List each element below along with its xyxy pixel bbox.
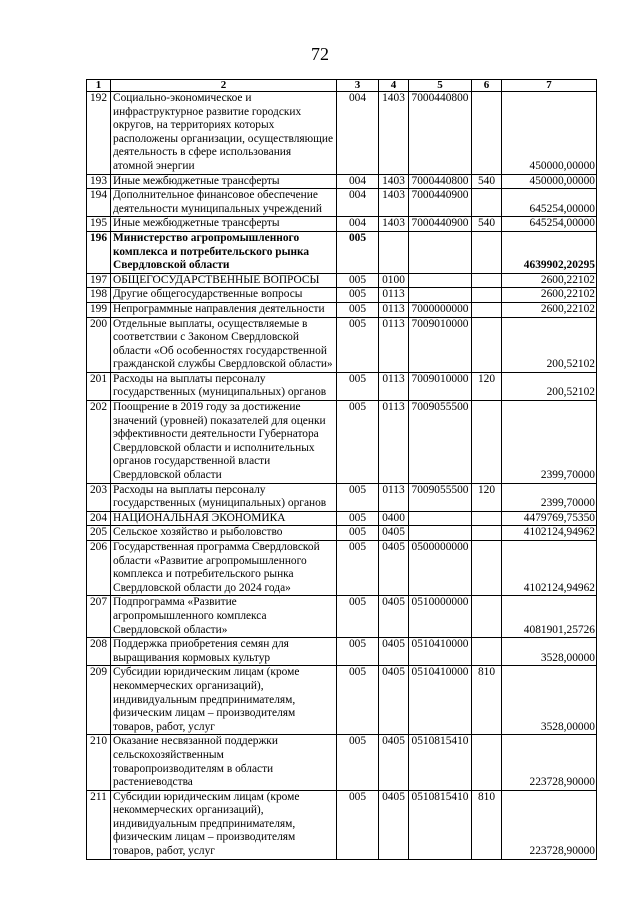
target-article-code (409, 511, 472, 526)
row-name: Отдельные выплаты, осуществляемые в соответствии с Законом Свердловской области «Об особенностях государственной гражданской службы Свердловской области» (111, 317, 337, 372)
row-number: 204 (87, 511, 111, 526)
row-amount: 2399,70000 (502, 401, 597, 484)
ministry-code: 004 (337, 217, 379, 232)
budget-table (86, 79, 597, 860)
target-article-code: 7000440900 (409, 217, 472, 232)
ministry-code: 005 (337, 231, 379, 273)
table-row (87, 273, 597, 288)
ministry-code: 005 (337, 526, 379, 541)
section-code: 0405 (379, 790, 409, 859)
target-article-code (409, 273, 472, 288)
target-article-code: 7000440900 (409, 189, 472, 217)
target-article-code: 7009055500 (409, 483, 472, 511)
ministry-code: 005 (337, 483, 379, 511)
expense-type-code (472, 317, 502, 372)
section-code: 0405 (379, 526, 409, 541)
expense-type-code (472, 735, 502, 790)
table-row (87, 541, 597, 596)
row-number: 202 (87, 401, 111, 484)
section-code: 0405 (379, 735, 409, 790)
row-number: 208 (87, 638, 111, 666)
row-name: Сельское хозяйство и рыболовство (111, 526, 337, 541)
target-article-code: 7009010000 (409, 317, 472, 372)
target-article-code: 0510815410 (409, 735, 472, 790)
header-col-5: 5 (409, 80, 472, 92)
target-article-code (409, 231, 472, 273)
section-code: 0405 (379, 596, 409, 638)
row-amount: 3528,00000 (502, 638, 597, 666)
row-amount: 223728,90000 (502, 790, 597, 859)
table-row (87, 372, 597, 400)
row-number: 193 (87, 174, 111, 189)
expense-type-code: 540 (472, 217, 502, 232)
row-amount: 2600,22102 (502, 302, 597, 317)
row-number: 210 (87, 735, 111, 790)
target-article-code: 7009010000 (409, 372, 472, 400)
expense-type-code: 810 (472, 666, 502, 735)
row-amount: 200,52102 (502, 317, 597, 372)
target-article-code: 0510000000 (409, 596, 472, 638)
table-row (87, 174, 597, 189)
table-row (87, 317, 597, 372)
section-code: 0113 (379, 317, 409, 372)
target-article-code: 0500000000 (409, 541, 472, 596)
ministry-code: 005 (337, 273, 379, 288)
header-col-3: 3 (337, 80, 379, 92)
expense-type-code: 810 (472, 790, 502, 859)
row-number: 211 (87, 790, 111, 859)
target-article-code: 7000440800 (409, 174, 472, 189)
expense-type-code (472, 511, 502, 526)
expense-type-code (472, 596, 502, 638)
row-name: Иные межбюджетные трансферты (111, 217, 337, 232)
ministry-code: 005 (337, 666, 379, 735)
row-name: Дополнительное финансовое обеспечение деятельности муниципальных учреждений (111, 189, 337, 217)
header-col-2: 2 (111, 80, 337, 92)
ministry-code: 005 (337, 790, 379, 859)
ministry-code: 005 (337, 288, 379, 303)
target-article-code (409, 288, 472, 303)
section-code: 0100 (379, 273, 409, 288)
row-name: Подпрограмма «Развитие агропромышленного комплекса Свердловской области» (111, 596, 337, 638)
section-code: 1403 (379, 92, 409, 175)
header-col-4: 4 (379, 80, 409, 92)
row-number: 198 (87, 288, 111, 303)
row-number: 206 (87, 541, 111, 596)
expense-type-code (472, 541, 502, 596)
row-amount: 450000,00000 (502, 174, 597, 189)
section-code: 0405 (379, 638, 409, 666)
table-row (87, 217, 597, 232)
row-name: Расходы на выплаты персоналу государственных (муниципальных) органов (111, 372, 337, 400)
ministry-code: 004 (337, 92, 379, 175)
table-row (87, 666, 597, 735)
row-amount: 4102124,94962 (502, 541, 597, 596)
page-number: 72 (311, 44, 329, 64)
row-name: Государственная программа Свердловской области «Развитие агропромышленного комплекса и потребительского рынка Свердловской области до 2024 года» (111, 541, 337, 596)
ministry-code: 005 (337, 541, 379, 596)
expense-type-code (472, 638, 502, 666)
row-name: Другие общегосударственные вопросы (111, 288, 337, 303)
header-col-7: 7 (502, 80, 597, 92)
row-name: Субсидии юридическим лицам (кроме некоммерческих организаций), индивидуальным предпринимателям, физическим лицам – производителям товаров, работ, услуг (111, 666, 337, 735)
table-row (87, 92, 597, 175)
section-code: 0405 (379, 666, 409, 735)
row-amount: 2600,22102 (502, 288, 597, 303)
section-code: 0405 (379, 541, 409, 596)
row-name: Субсидии юридическим лицам (кроме некоммерческих организаций), индивидуальным предпринимателям, физическим лицам – производителям товаров, работ, услуг (111, 790, 337, 859)
table-row (87, 288, 597, 303)
expense-type-code (472, 231, 502, 273)
row-number: 197 (87, 273, 111, 288)
ministry-code: 005 (337, 596, 379, 638)
row-name: Иные межбюджетные трансферты (111, 174, 337, 189)
row-name: ОБЩЕГОСУДАРСТВЕННЫЕ ВОПРОСЫ (111, 273, 337, 288)
row-amount: 645254,00000 (502, 189, 597, 217)
ministry-code: 005 (337, 638, 379, 666)
row-name: Министерство агропромышленного комплекса и потребительского рынка Свердловской области (111, 231, 337, 273)
expense-type-code (472, 302, 502, 317)
target-article-code: 0510410000 (409, 666, 472, 735)
table-row (87, 735, 597, 790)
table-row (87, 231, 597, 273)
row-amount: 3528,00000 (502, 666, 597, 735)
row-amount: 2399,70000 (502, 483, 597, 511)
section-code: 0113 (379, 372, 409, 400)
ministry-code: 004 (337, 174, 379, 189)
table-row (87, 596, 597, 638)
row-number: 205 (87, 526, 111, 541)
ministry-code: 005 (337, 372, 379, 400)
row-number: 209 (87, 666, 111, 735)
section-code: 1403 (379, 189, 409, 217)
expense-type-code (472, 189, 502, 217)
header-row (87, 80, 597, 92)
row-number: 192 (87, 92, 111, 175)
expense-type-code (472, 92, 502, 175)
table-row (87, 401, 597, 484)
row-name: НАЦИОНАЛЬНАЯ ЭКОНОМИКА (111, 511, 337, 526)
row-name: Поощрение в 2019 году за достижение значений (уровней) показателей для оценки эффективности деятельности Губернатора Свердловской области и исполнительных органов государственной власти Свердловской области (111, 401, 337, 484)
ministry-code: 004 (337, 189, 379, 217)
expense-type-code (472, 273, 502, 288)
section-code: 0113 (379, 288, 409, 303)
table-row (87, 302, 597, 317)
expense-type-code: 540 (472, 174, 502, 189)
row-number: 194 (87, 189, 111, 217)
target-article-code: 7009055500 (409, 401, 472, 484)
header-col-6: 6 (472, 80, 502, 92)
row-name: Непрограммные направления деятельности (111, 302, 337, 317)
table-row (87, 483, 597, 511)
section-code: 1403 (379, 174, 409, 189)
ministry-code: 005 (337, 735, 379, 790)
row-name: Социально-экономическое и инфраструктурное развитие городских округов, на территориях которых расположены организации, осуществляющие деятельность в сфере использования атомной энергии (111, 92, 337, 175)
row-number: 200 (87, 317, 111, 372)
expense-type-code (472, 526, 502, 541)
row-number: 195 (87, 217, 111, 232)
section-code: 0113 (379, 483, 409, 511)
expense-type-code (472, 288, 502, 303)
expense-type-code (472, 401, 502, 484)
ministry-code: 005 (337, 317, 379, 372)
target-article-code: 0510410000 (409, 638, 472, 666)
table-row (87, 790, 597, 859)
row-amount: 450000,00000 (502, 92, 597, 175)
section-code (379, 231, 409, 273)
section-code: 0400 (379, 511, 409, 526)
target-article-code: 7000440800 (409, 92, 472, 175)
row-name: Поддержка приобретения семян для выращивания кормовых культур (111, 638, 337, 666)
table-row (87, 189, 597, 217)
target-article-code: 7000000000 (409, 302, 472, 317)
target-article-code (409, 526, 472, 541)
header-col-1: 1 (87, 80, 111, 92)
row-number: 201 (87, 372, 111, 400)
table-row (87, 511, 597, 526)
row-name: Расходы на выплаты персоналу государственных (муниципальных) органов (111, 483, 337, 511)
row-amount: 4081901,25726 (502, 596, 597, 638)
section-code: 0113 (379, 401, 409, 484)
row-amount: 223728,90000 (502, 735, 597, 790)
row-amount: 2600,22102 (502, 273, 597, 288)
row-number: 203 (87, 483, 111, 511)
row-name: Оказание несвязанной поддержки сельскохозяйственным товаропроизводителям в области растениеводства (111, 735, 337, 790)
row-amount: 4479769,75350 (502, 511, 597, 526)
ministry-code: 005 (337, 401, 379, 484)
section-code: 0113 (379, 302, 409, 317)
row-amount: 200,52102 (502, 372, 597, 400)
ministry-code: 005 (337, 511, 379, 526)
row-amount: 4102124,94962 (502, 526, 597, 541)
expense-type-code: 120 (472, 372, 502, 400)
ministry-code: 005 (337, 302, 379, 317)
table-row (87, 638, 597, 666)
section-code: 1403 (379, 217, 409, 232)
row-number: 196 (87, 231, 111, 273)
row-number: 199 (87, 302, 111, 317)
target-article-code: 0510815410 (409, 790, 472, 859)
row-amount: 645254,00000 (502, 217, 597, 232)
row-amount: 4639902,20295 (502, 231, 597, 273)
row-number: 207 (87, 596, 111, 638)
table-row (87, 526, 597, 541)
expense-type-code: 120 (472, 483, 502, 511)
